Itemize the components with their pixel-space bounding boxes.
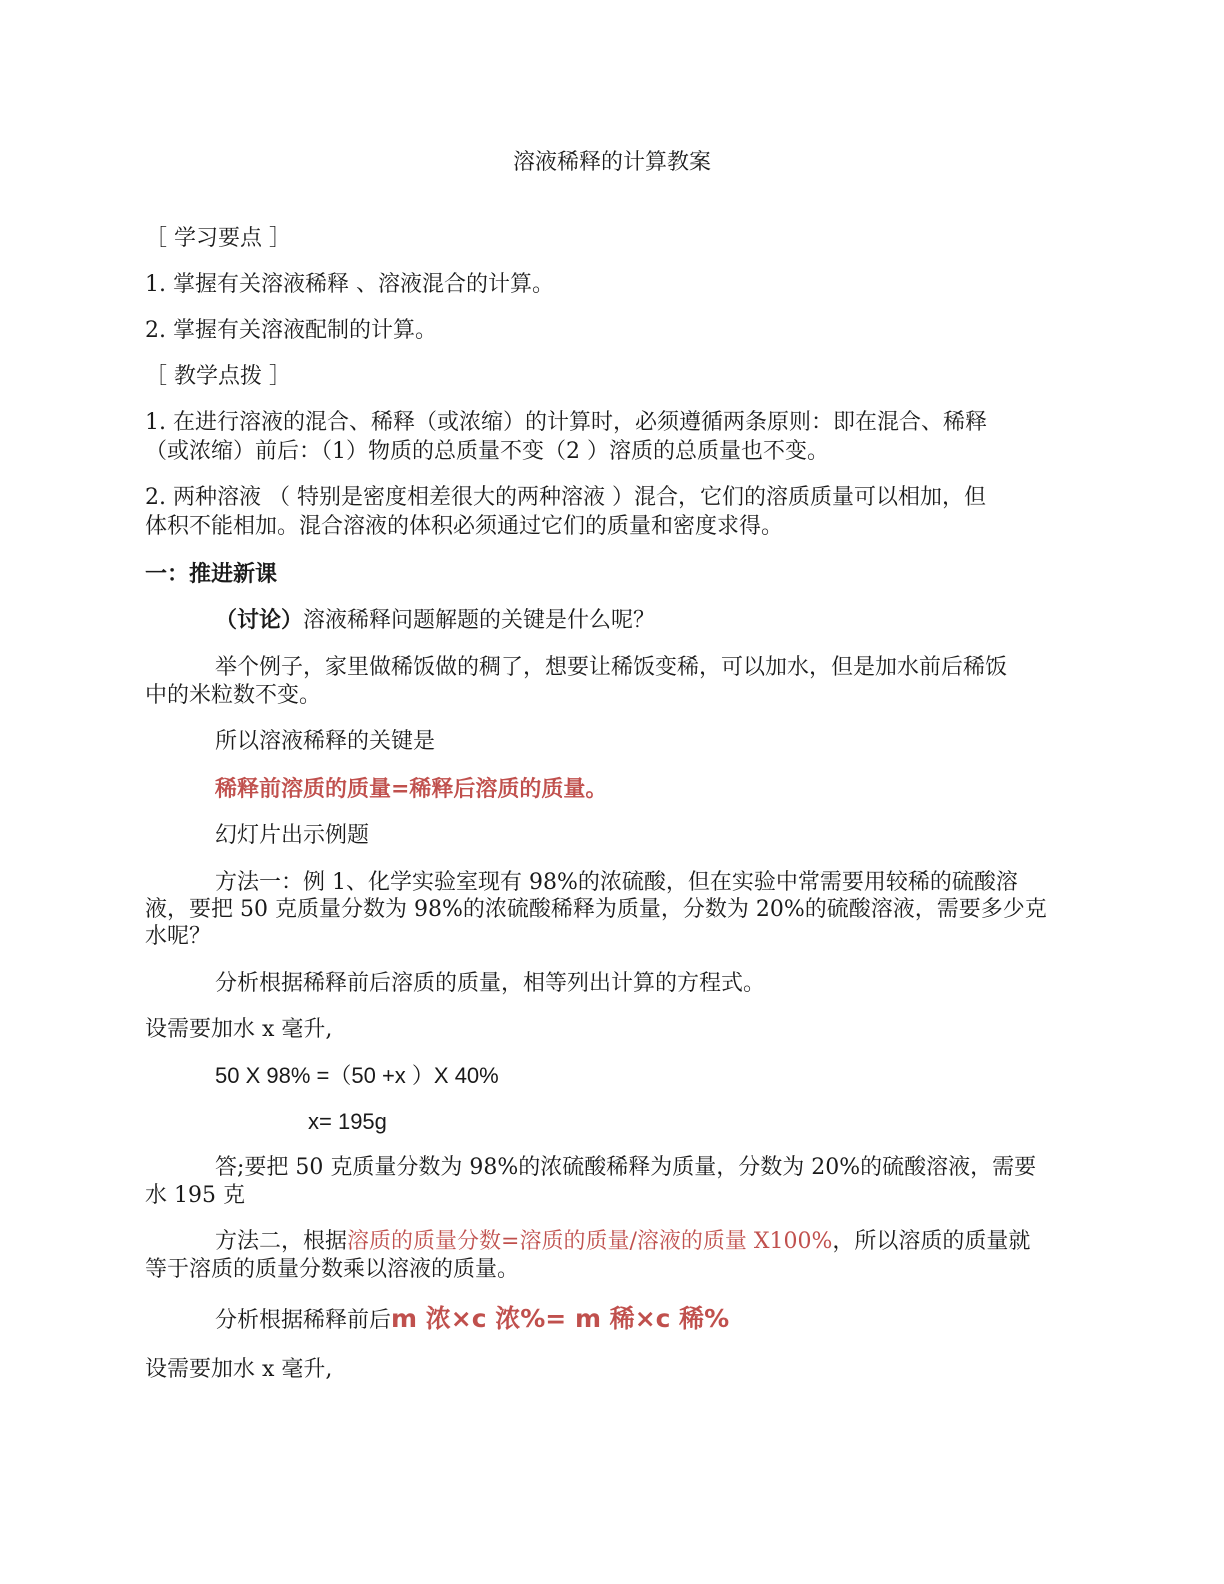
method-2-line-2: 等于溶质的质量分数乘以溶液的质量。 bbox=[145, 1257, 520, 1282]
discussion-paragraph bbox=[215, 606, 1075, 635]
method-2-prefix: 方法二，根据 bbox=[215, 1229, 348, 1254]
method-1-line-1: 方法一：例 1、化学实验室现有 98%的浓硫酸，但在实验中常需要用较稀的硫酸溶 bbox=[215, 870, 1018, 895]
section-heading-learning-points: ［ 学习要点 ］ bbox=[145, 226, 291, 251]
teaching-tip-2-line-2: 体积不能相加。混合溶液的体积必须通过它们的质量和密度求得。 bbox=[145, 514, 784, 539]
teaching-tip-1-line-1: 1. 在进行溶液的混合、稀释（或浓缩）的计算时，必须遵循两条原则：即在混合、稀释 bbox=[145, 410, 987, 435]
learning-point-2: 2. 掌握有关溶液配制的计算。 bbox=[145, 318, 437, 343]
solution: x= 195g bbox=[308, 1109, 387, 1134]
learning-point-1: 1. 掌握有关溶液稀释 、溶液混合的计算。 bbox=[145, 272, 554, 297]
slide-note: 幻灯片出示例题 bbox=[215, 823, 370, 848]
equation: 50 X 98% =（50 +x ）X 40% bbox=[215, 1063, 499, 1088]
analysis-2-prefix: 分析根据稀释前后 bbox=[215, 1308, 392, 1333]
let-statement-1: 设需要加水 x 毫升, bbox=[145, 1017, 333, 1042]
method-2-formula: 溶质的质量分数=溶质的质量/溶液的质量 X100% bbox=[347, 1229, 833, 1254]
teaching-tip-2-line-1: 2. 两种溶液 （ 特别是密度相差很大的两种溶液 ）混合，它们的溶质质量可以相加，但 bbox=[145, 485, 986, 510]
method-1-line-2: 液，要把 50 克质量分数为 98%的浓硫酸稀释为质量，分数为 20%的硫酸溶液，需要多少克 bbox=[145, 897, 1047, 922]
document-title: 溶液稀释的计算教案 bbox=[512, 150, 711, 175]
answer-line-1: 答;要把 50 克质量分数为 98%的浓硫酸稀释为质量，分数为 20%的硫酸溶液，需要 bbox=[215, 1155, 1037, 1180]
method-1-line-3: 水呢？ bbox=[145, 924, 212, 949]
dilution-formula: m 浓×c 浓%= m 稀×c 稀% bbox=[391, 1304, 730, 1333]
key-intro: 所以溶液稀释的关键是 bbox=[215, 729, 436, 754]
section-heading-new-lesson: 一：推进新课 bbox=[145, 561, 278, 587]
method-2-suffix: ，所以溶质的质量就 bbox=[832, 1229, 1031, 1254]
analysis-2 bbox=[215, 1305, 1075, 1335]
key-rule: 稀释前溶质的质量=稀释后溶质的质量。 bbox=[215, 776, 608, 802]
analysis-1: 分析根据稀释前后溶质的质量，相等列出计算的方程式。 bbox=[215, 971, 766, 996]
example-line-2: 中的米粒数不变。 bbox=[145, 683, 322, 708]
section-heading-teaching-tips: ［ 教学点拨 ］ bbox=[145, 364, 291, 389]
method-2-line-1 bbox=[215, 1228, 1075, 1256]
example-line-1: 举个例子，家里做稀饭做的稠了，想要让稀饭变稀，可以加水，但是加水前后稀饭 bbox=[215, 655, 1008, 680]
teaching-tip-1-line-2: （或浓缩）前后：（1）物质的总质量不变（2 ）溶质的总质量也不变。 bbox=[145, 439, 829, 464]
let-statement-2: 设需要加水 x 毫升, bbox=[145, 1357, 333, 1382]
discussion-text: 溶液稀释问题解题的关键是什么呢？ bbox=[303, 608, 656, 633]
answer-line-2: 水 195 克 bbox=[145, 1183, 245, 1208]
discussion-label: （讨论） bbox=[215, 607, 304, 633]
